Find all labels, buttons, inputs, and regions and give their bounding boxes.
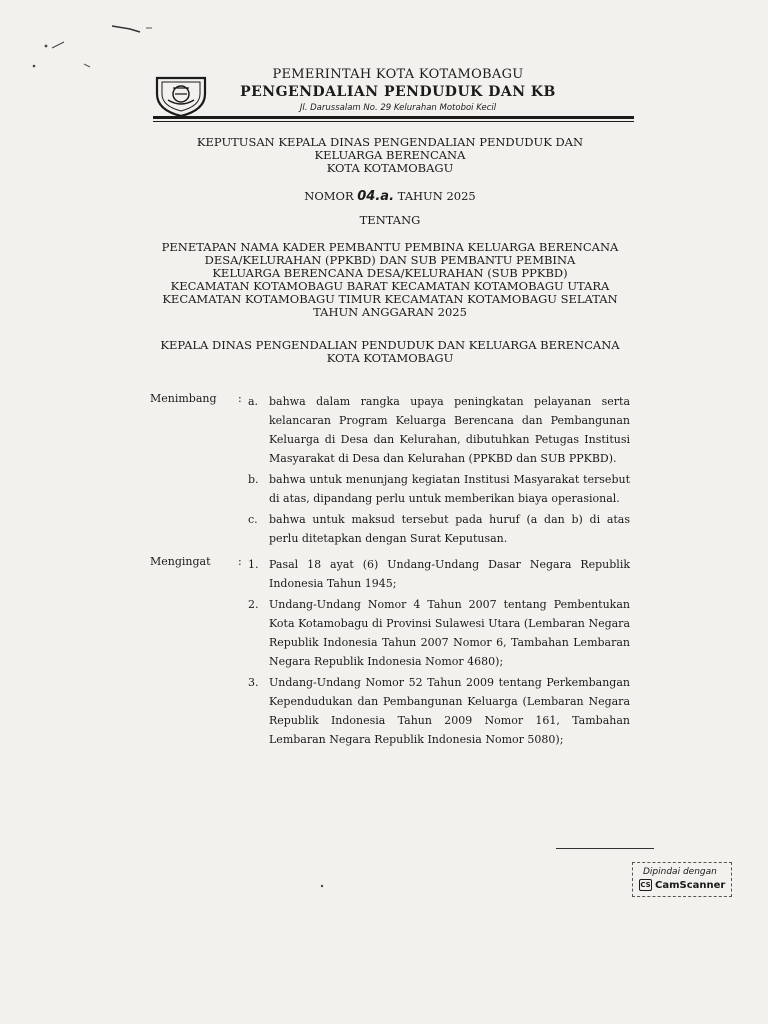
clause-marker: 1. bbox=[248, 558, 259, 571]
subject-line: DESA/KELURAHAN (PPKBD) DAN SUB PEMBANTU PEMBINA bbox=[204, 253, 576, 267]
clause-text: Pasal 18 ayat (6) Undang-Undang Dasar Negara Republik Indonesia Tahun 1945; bbox=[269, 558, 630, 590]
clause-marker: 3. bbox=[248, 676, 259, 689]
clause-text: bahwa dalam rangka upaya peningkatan pelayanan serta kelancaran Program Keluarga Berencana dan Pembangunan Keluarga di Desa dan Kelurahan, dibutuhkan Petugas Institusi Masyarakat di Desa dan Kelurahan (PPKBD dan SUB PPKBD). bbox=[269, 395, 630, 465]
clause-text: Undang-Undang Nomor 4 Tahun 2007 tentang Pembentukan Kota Kotamobagu di Provinsi Sulawesi Utara (Lembaran Negara Republik Indonesia Tahun 2007 Nomor 6, Tambahan Lembaran Negara Republik Indonesia Nomor 4680); bbox=[269, 598, 630, 668]
decree-title-line: KEPUTUSAN KEPALA DINAS PENGENDALIAN PENDUDUK DAN bbox=[196, 135, 584, 149]
city-emblem-icon bbox=[154, 74, 208, 118]
nomor-value: 04.a. bbox=[357, 189, 395, 204]
clause-item bbox=[248, 470, 630, 508]
scan-mark-top bbox=[110, 20, 160, 36]
letterhead-address: Jl. Darussalam No. 29 Kelurahan Motoboi Kecil bbox=[299, 103, 497, 113]
scan-mark-left bbox=[28, 38, 98, 74]
camscanner-icon: CS bbox=[640, 881, 651, 889]
letterhead-office: PENGENDALIAN PENDUDUK DAN KB bbox=[240, 84, 556, 100]
decree-title bbox=[140, 136, 640, 175]
clause-marker: a. bbox=[248, 395, 259, 408]
decree-title-line: KELUARGA BERENCANA bbox=[314, 148, 466, 162]
scan-mark-bottom bbox=[318, 882, 328, 890]
letterhead-rule-thin bbox=[153, 121, 634, 122]
mengingat-section bbox=[150, 555, 630, 749]
clause-text: Undang-Undang Nomor 52 Tahun 2009 tentang Perkembangan Kependudukan dan Pembangunan Keluarga (Lembaran Negara Republik Indonesia Tahun 2009 Nomor 161, Tambahan Lembaran Negara Republik Indonesia Nomor 5080); bbox=[269, 676, 630, 746]
decree-subject bbox=[140, 241, 640, 319]
tahun-label: TAHUN 2025 bbox=[397, 189, 476, 203]
decree-body bbox=[150, 392, 630, 749]
clause-marker: b. bbox=[248, 473, 259, 486]
section-label: Menimbang bbox=[150, 392, 217, 405]
clause-item bbox=[248, 392, 630, 468]
letterhead-rule-thick bbox=[153, 116, 634, 119]
clause-item bbox=[248, 673, 630, 749]
subject-line: KECAMATAN KOTAMOBAGU BARAT KECAMATAN KOTAMOBAGU UTARA bbox=[170, 279, 610, 293]
decree-title-line: KOTA KOTAMOBAGU bbox=[326, 161, 454, 175]
clause-item bbox=[248, 555, 630, 593]
subject-line: KECAMATAN KOTAMOBAGU TIMUR KECAMATAN KOTAMOBAGU SELATAN bbox=[162, 292, 618, 306]
decree-authority bbox=[140, 339, 640, 365]
authority-line: KOTA KOTAMOBAGU bbox=[326, 351, 454, 365]
subject-line: TAHUN ANGGARAN 2025 bbox=[313, 305, 467, 319]
menimbang-section bbox=[150, 392, 630, 548]
clause-text: bahwa untuk maksud tersebut pada huruf (a dan b) di atas perlu ditetapkan dengan Surat Keputusan. bbox=[269, 513, 630, 545]
authority-line: KEPALA DINAS PENGENDALIAN PENDUDUK DAN KELUARGA BERENCANA bbox=[160, 338, 620, 352]
decree-number bbox=[140, 190, 640, 203]
nomor-label: NOMOR bbox=[304, 189, 354, 203]
clause-marker: 2. bbox=[248, 598, 259, 611]
tentang-heading: TENTANG bbox=[359, 213, 421, 227]
letterhead-government: PEMERINTAH KOTA KOTAMOBAGU bbox=[272, 67, 524, 82]
subject-line: KELUARGA BERENCANA DESA/KELURAHAN (SUB PPKBD) bbox=[212, 266, 568, 280]
section-colon: : bbox=[238, 555, 242, 568]
clause-marker: c. bbox=[248, 513, 258, 526]
section-label: Mengingat bbox=[150, 555, 211, 568]
scanner-stamp bbox=[632, 862, 732, 897]
clause-text: bahwa untuk menunjang kegiatan Institusi Masyarakat tersebut di atas, dipandang perlu untuk memberikan biaya operasional. bbox=[269, 473, 630, 505]
footer-rule bbox=[556, 848, 654, 849]
clause-item bbox=[248, 595, 630, 671]
scanner-stamp-brand bbox=[639, 879, 725, 891]
scanner-stamp-caption: Dipindai dengan bbox=[643, 867, 717, 877]
subject-line: PENETAPAN NAMA KADER PEMBANTU PEMBINA KELUARGA BERENCANA bbox=[161, 240, 619, 254]
clause-item bbox=[248, 510, 630, 548]
scanner-brand-name: CamScanner bbox=[655, 879, 726, 891]
section-colon: : bbox=[238, 392, 242, 405]
